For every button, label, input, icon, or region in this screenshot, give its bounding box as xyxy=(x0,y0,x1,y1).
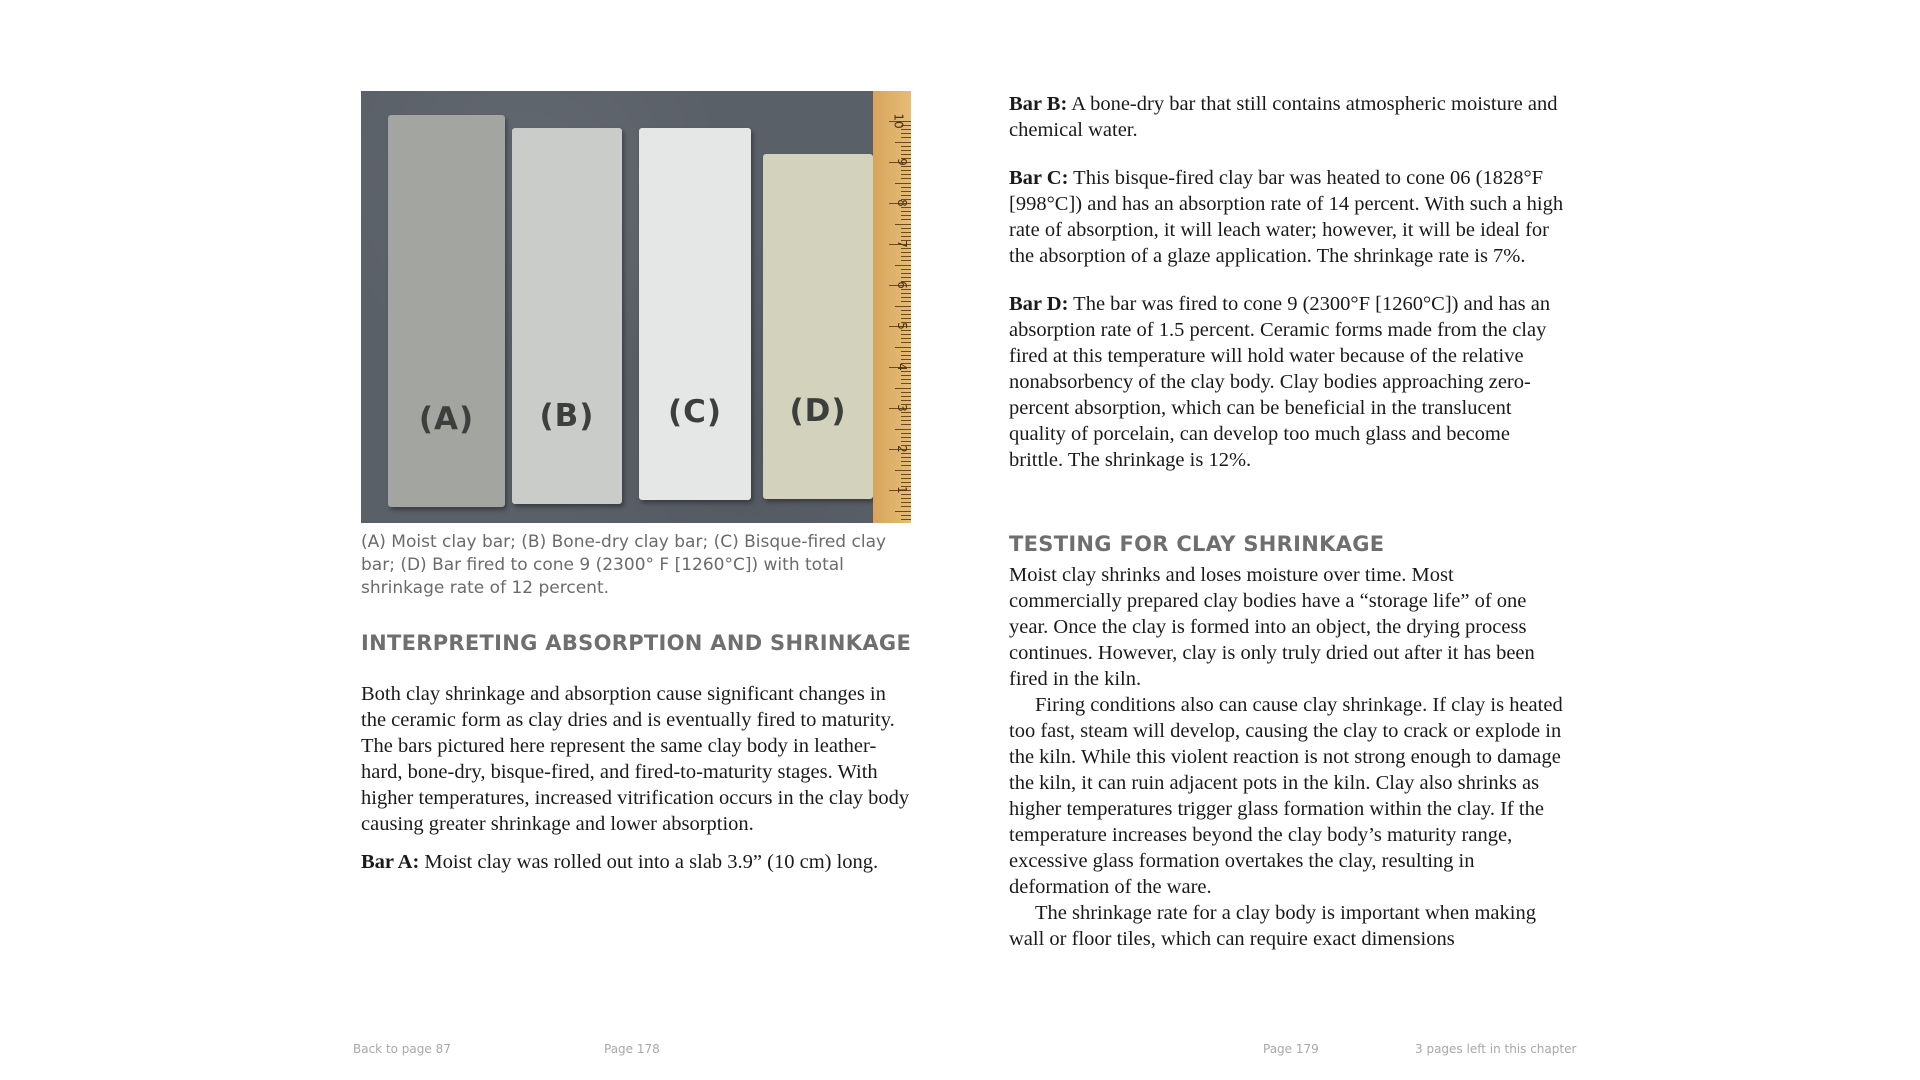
ruler-number: 9 xyxy=(895,158,910,166)
ruler-tick xyxy=(901,236,911,237)
ruler-tick xyxy=(901,506,911,507)
ruler-tick xyxy=(901,232,911,233)
ruler-number: 6 xyxy=(895,281,910,289)
bar-c-text: This bisque-fired clay bar was heated to cone 06 (1828°F [998°C]) and has an absorption rate of 14 percent. With such a high rate of absorption, it will leach water; however, it will be ideal for the absorption of a glaze application. The shrinkage rate is 7%. xyxy=(1009,167,1564,267)
ruler-tick xyxy=(901,248,911,249)
ruler-tick xyxy=(901,289,911,290)
ruler-tick xyxy=(901,310,911,311)
ruler-tick xyxy=(901,166,911,167)
bar-b-paragraph xyxy=(1009,91,1569,143)
ruler-tick xyxy=(901,474,911,475)
ruler-number: 5 xyxy=(895,322,910,330)
ruler-tick xyxy=(901,228,911,229)
ruler-tick xyxy=(901,154,911,155)
clay-bar-b xyxy=(512,128,622,504)
ruler-tick xyxy=(901,416,911,417)
ruler-tick xyxy=(901,515,911,516)
ruler-tick xyxy=(901,371,911,372)
ruler-tick xyxy=(901,170,911,171)
section-heading-shrinkage: TESTING FOR CLAY SHRINKAGE xyxy=(1009,532,1385,556)
ruler-tick xyxy=(901,215,911,216)
ruler-tick xyxy=(901,441,911,442)
clay-bar-c xyxy=(639,128,751,500)
bar-d-text: The bar was fired to cone 9 (2300°F [1260°C]) and has an absorption rate of 1.5 percent. Ceramic forms made from the clay fired at this temperature will hold water because of the relative nonabsorbency of the clay body. Clay bodies approaching zero-percent absorption, which can be beneficial in the translucent quality of porcelain, can develop too much glass and become brittle. The shrinkage is 12%. xyxy=(1009,293,1551,471)
ruler-tick xyxy=(895,142,911,143)
ruler-tick xyxy=(901,260,911,261)
ruler-tick xyxy=(901,400,911,401)
bar-a-text: Moist clay was rolled out into a slab 3.9” (10 cm) long. xyxy=(419,851,879,873)
ruler-tick xyxy=(901,195,911,196)
section-heading-absorption: INTERPRETING ABSORPTION AND SHRINKAGE xyxy=(361,631,912,655)
ruler-tick xyxy=(901,252,911,253)
ruler-tick xyxy=(895,183,911,184)
ruler-tick xyxy=(901,146,911,147)
ruler-tick xyxy=(901,396,911,397)
ruler-tick xyxy=(901,256,911,257)
ruler-tick xyxy=(901,330,911,331)
ruler-tick xyxy=(901,433,911,434)
ruler-tick xyxy=(901,273,911,274)
ruler-tick xyxy=(901,314,911,315)
ruler-tick xyxy=(901,211,911,212)
bar-c-label: Bar C: xyxy=(1009,167,1069,189)
bar-label-c: (C) xyxy=(667,394,723,430)
ruler-tick xyxy=(901,502,911,503)
clay-bar-a xyxy=(388,115,505,507)
left-page-number: Page 178 xyxy=(604,1042,660,1056)
ruler-tick xyxy=(901,392,911,393)
bar-d-label: Bar D: xyxy=(1009,293,1069,315)
ruler-tick xyxy=(901,457,911,458)
ruler-tick xyxy=(901,412,911,413)
ruler-tick xyxy=(901,482,911,483)
shrinkage-paragraph-2: Firing conditions also can cause clay shrinkage. If clay is heated too fast, steam will develop, causing the clay to crack or explode in the kiln. While this violent reaction is not strong enough to damage the kiln, it can ruin adjacent pots in the kiln. Clay also shrinks as higher temperatures trigger glass formation within the clay. If the temperature increases beyond the clay body’s maturity range, excessive glass formation overtakes the clay, resulting in deformation of the ware. xyxy=(1009,694,1563,898)
ruler-tick xyxy=(901,379,911,380)
ruler-tick xyxy=(895,265,911,266)
ruler-tick xyxy=(901,207,911,208)
bar-label-b: (B) xyxy=(539,398,595,434)
left-body xyxy=(361,681,913,875)
ruler-tick xyxy=(895,511,911,512)
ruler-tick xyxy=(901,461,911,462)
ruler-tick xyxy=(901,297,911,298)
ruler-tick xyxy=(901,494,911,495)
ruler-tick xyxy=(901,519,911,520)
clay-bar-d xyxy=(763,154,873,499)
bar-b-text: A bone-dry bar that still contains atmospheric moisture and chemical water. xyxy=(1009,93,1558,141)
ruler-tick xyxy=(895,306,911,307)
right-body xyxy=(1009,91,1569,473)
bar-c-paragraph xyxy=(1009,165,1569,269)
intro-paragraph: Both clay shrinkage and absorption cause significant changes in the ceramic form as clay dries and is eventually fired to maturity. The bars pictured here represent the same clay body in leather-hard, bone-dry, bisque-fired, and fired-to-maturity stages. With higher temperatures, increased vitrification occurs in the clay body causing greater shrinkage and lower absorption. xyxy=(361,683,910,835)
ruler-tick xyxy=(895,388,911,389)
bar-a-paragraph xyxy=(361,849,913,875)
ruler-tick xyxy=(895,347,911,348)
bar-label-d: (D) xyxy=(789,393,847,429)
right-page-number: Page 179 xyxy=(1263,1042,1319,1056)
ruler-tick xyxy=(901,150,911,151)
bar-label-a: (A) xyxy=(418,401,475,437)
ruler-tick xyxy=(901,359,911,360)
ruler-tick xyxy=(901,355,911,356)
ruler-number: 3 xyxy=(895,404,910,412)
ruler-tick xyxy=(901,453,911,454)
ruler-number: 2 xyxy=(895,445,910,453)
ruler xyxy=(873,91,911,523)
ruler-tick xyxy=(901,334,911,335)
ruler-tick xyxy=(901,375,911,376)
ruler-tick xyxy=(895,429,911,430)
bar-b-label: Bar B: xyxy=(1009,93,1068,115)
ruler-tick xyxy=(901,133,911,134)
figure-caption: (A) Moist clay bar; (B) Bone-dry clay bar; (C) Bisque-fired clay bar; (D) Bar fired to cone 9 (2300° F [1260°C]) with total shrinkage rate of 12 percent. xyxy=(361,532,887,598)
ruler-tick xyxy=(901,178,911,179)
ruler-number: 10 xyxy=(891,113,906,129)
ruler-number: 1 xyxy=(895,486,910,494)
ruler-tick xyxy=(901,187,911,188)
ruler-tick xyxy=(895,224,911,225)
ruler-tick xyxy=(901,351,911,352)
ruler-tick xyxy=(901,219,911,220)
clay-bars-photo xyxy=(361,91,911,523)
shrinkage-paragraph-1: Moist clay shrinks and loses moisture over time. Most commercially prepared clay bodies have a “storage life” of one year. Once the clay is formed into an object, the drying process continues. However, clay is only truly dried out after it has been fired in the kiln. xyxy=(1009,564,1535,690)
ruler-tick xyxy=(901,293,911,294)
ruler-tick xyxy=(901,137,911,138)
shrinkage-body xyxy=(1009,562,1569,952)
ruler-number: 4 xyxy=(895,363,910,371)
ruler-tick xyxy=(901,437,911,438)
ruler-number: 8 xyxy=(895,199,910,207)
ruler-tick xyxy=(901,191,911,192)
ruler-tick xyxy=(901,129,911,130)
ruler-tick xyxy=(901,478,911,479)
bar-d-paragraph xyxy=(1009,291,1569,473)
back-to-page-link[interactable]: Back to page 87 xyxy=(353,1042,451,1056)
ruler-tick xyxy=(901,420,911,421)
pages-left-indicator: 3 pages left in this chapter xyxy=(1415,1042,1577,1056)
ruler-tick xyxy=(901,174,911,175)
ruler-tick xyxy=(901,301,911,302)
ruler-tick xyxy=(901,424,911,425)
shrinkage-paragraph-3: The shrinkage rate for a clay body is important when making wall or floor tiles, which can require exact dimensions xyxy=(1009,902,1536,950)
ruler-tick xyxy=(901,498,911,499)
ruler-tick xyxy=(901,338,911,339)
ruler-tick xyxy=(901,269,911,270)
ruler-tick xyxy=(901,318,911,319)
ruler-tick xyxy=(895,470,911,471)
ruler-tick xyxy=(901,342,911,343)
ruler-tick xyxy=(901,277,911,278)
ruler-tick xyxy=(901,465,911,466)
ruler-number: 7 xyxy=(895,240,910,248)
ruler-tick xyxy=(901,383,911,384)
bar-a-label: Bar A: xyxy=(361,851,420,873)
